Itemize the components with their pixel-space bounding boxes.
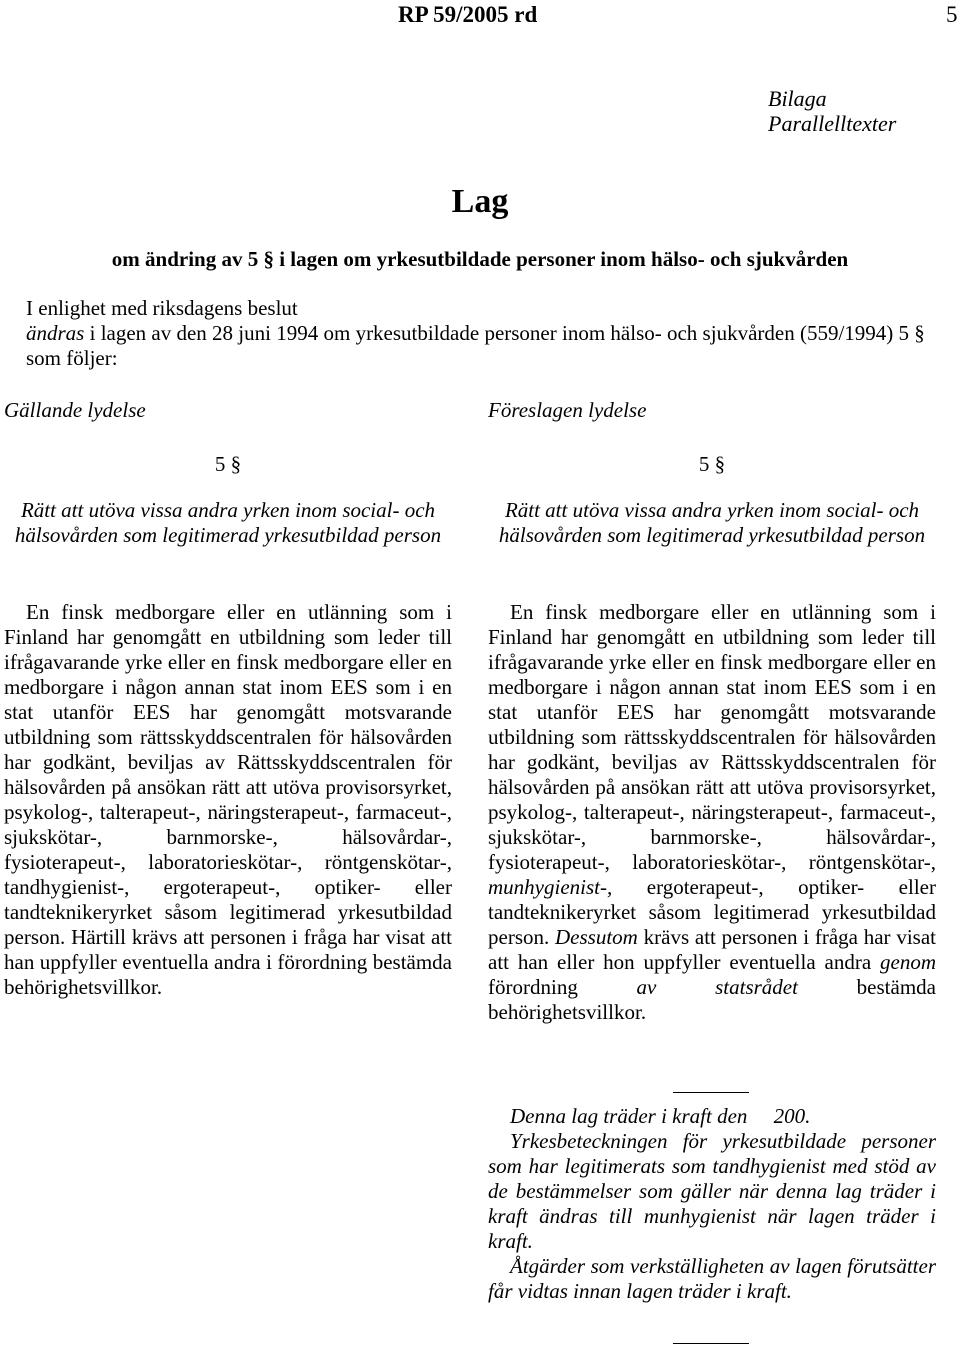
- title-change-paragraph: Yrkesbeteckningen för yrkesutbildade personer som har legitimerats som tandhygienist med stöd av de bestämmelser som gäller när denna lag träder i kraft ändras till munhygienist när lagen träder i kraft.: [488, 1129, 936, 1253]
- right-column-heading: Föreslagen lydelse: [488, 398, 647, 422]
- enactment-line2: [4, 321, 956, 371]
- right-body-emphasis-2: Dessutom: [555, 925, 638, 949]
- left-section-heading: Rätt att utöva vissa andra yrken inom social- och hälsovården som legitimerad yrkesutbildad person: [14, 498, 442, 547]
- law-title: Lag: [451, 183, 509, 220]
- document-header-title: RP 59/2005 rd: [398, 2, 538, 27]
- right-body-text-4: förordning: [488, 975, 637, 999]
- enactment-clause: [4, 296, 956, 371]
- right-body-text-1: En finsk medborgare eller en utlänning som i Finland har genomgått en utbildning som leder till ifrågavarande yrke eller en finsk medborgare eller en medborgare i någon annan stat inom EES som i en stat utanför EES har genomgått motsvarande utbildning som rättsskyddscentralen för hälsovården har godkänt, beviljas av Rättsskyddscentralen för hälsovården på ansökan rätt att utöva provisorsyrket, psykolog-, talterapeut-, näringsterapeut-, farmaceut-, sjukskötar-, barnmorske-, hälsovårdar-, fysioterapeut-, laboratorieskötar-, röntgenskötar-,: [488, 600, 936, 874]
- right-body-text-5: bestämda behörighetsvillkor.: [488, 975, 936, 1024]
- left-section-body: [4, 600, 452, 1000]
- right-section-heading: Rätt att utöva vissa andra yrken inom social- och hälsovården som legitimerad yrkesutbildad person: [498, 498, 926, 547]
- entry-into-force-paragraph: Denna lag träder i kraft den 200.: [510, 1104, 811, 1128]
- appendix-label-line1: Bilaga: [768, 86, 827, 111]
- law-subtitle: om ändring av 5 § i lagen om yrkesutbildade personer inom hälso- och sjukvården: [111, 247, 849, 271]
- end-divider-rule: [673, 1343, 749, 1344]
- left-column-heading: Gällande lydelse: [4, 398, 146, 422]
- enactment-emphasis: ändras: [26, 321, 85, 345]
- preparatory-measures-paragraph: Åtgärder som verkställigheten av lagen förutsätter får vidtas innan lagen träder i kraft.: [488, 1254, 936, 1303]
- right-body-emphasis-1: munhygienist-,: [488, 875, 613, 899]
- right-body-text-3: krävs att personen i fråga har visat att han eller hon uppfyller eventuella andra: [488, 925, 936, 974]
- right-body-paragraph: [488, 600, 936, 1025]
- left-section-number: 5 §: [214, 452, 242, 476]
- section-divider-rule: [673, 1092, 749, 1093]
- right-body-text-2: ergoterapeut-, optiker- eller tandteknikeryrket såsom legitimerad yrkesutbildad person.: [488, 875, 936, 949]
- entry-into-force-provisions: [488, 1104, 936, 1304]
- right-body-emphasis-4: av statsrådet: [636, 975, 798, 999]
- appendix-label: [768, 86, 896, 136]
- right-section-body: [488, 600, 936, 1025]
- appendix-label-line2: Parallelltexter: [768, 111, 897, 136]
- left-body-paragraph: En finsk medborgare eller en utlänning som i Finland har genomgått en utbildning som leder till ifrågavarande yrke eller en finsk medborgare eller en medborgare i någon annan stat inom EES som i en stat utanför EES har genomgått motsvarande utbildning som rättsskyddscentralen för hälsovården har godkänt, beviljas av Rättsskyddscentralen för hälsovården på ansökan rätt att utöva provisorsyrket, psykolog-, talterapeut-, näringsterapeut-, farmaceut-, sjukskötar-, barnmorske-, hälsovårdar-, fysioterapeut-, laboratorieskötar-, röntgenskötar-, tandhygienist-, ergoterapeut-, optiker- eller tandteknikeryrket såsom legitimerad yrkesutbildad person. Härtill krävs att personen i fråga har visat att han uppfyller eventuella andra i förordning bestämda behörighetsvillkor.: [4, 600, 452, 999]
- enactment-line2-text: i lagen av den 28 juni 1994 om yrkesutbildade personer inom hälso- och sjukvården (559/1994) 5 § som följer:: [26, 321, 925, 370]
- right-section-number: 5 §: [698, 452, 726, 476]
- right-body-emphasis-3: genom: [880, 950, 936, 974]
- page-number: 5: [946, 2, 958, 27]
- enactment-line1: I enlighet med riksdagens beslut: [26, 296, 298, 320]
